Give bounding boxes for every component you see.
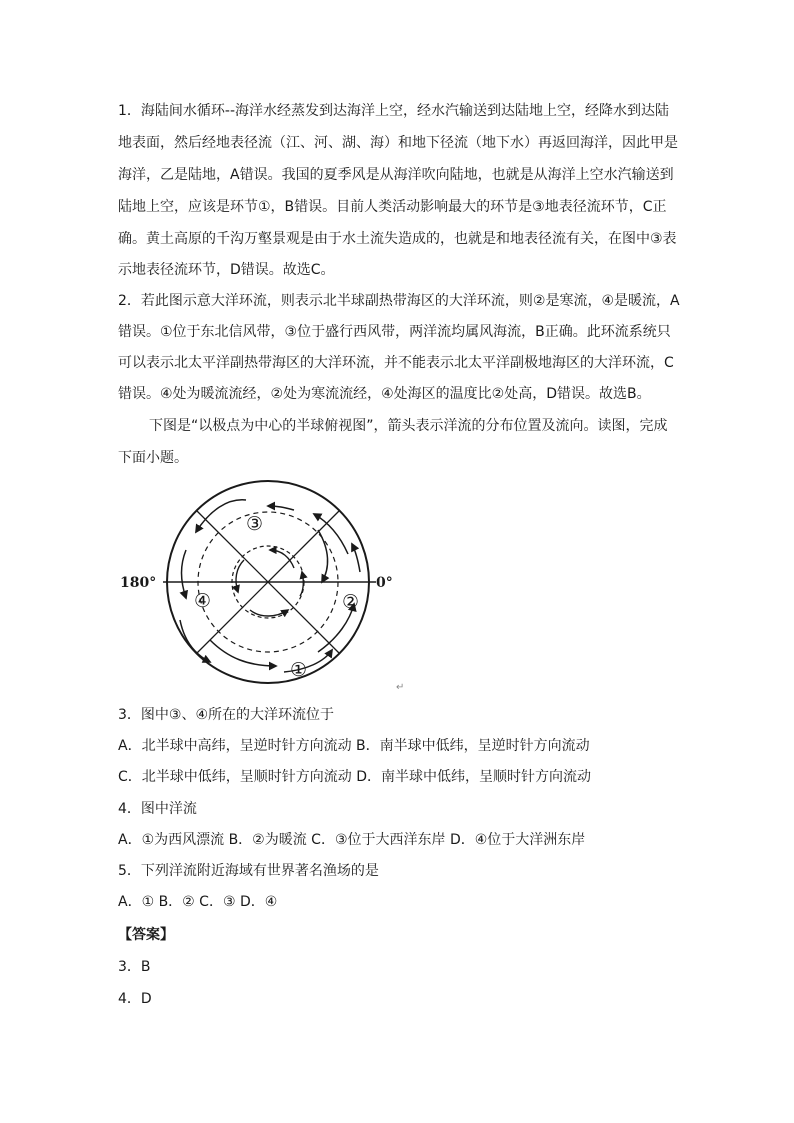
current-arrow [250, 610, 288, 616]
q3-stem: 3．图中③、④所在的大洋环流位于 [118, 707, 335, 723]
q3-options-line-1: A．北半球中高纬，呈逆时针方向流动 B．南半球中低纬，呈逆时针方向流动 [118, 738, 590, 754]
q4-options: A．①为西风漂流 B．②为暖流 C．③位于大西洋东岸 D．④位于大洋洲东岸 [118, 832, 586, 848]
marker-4: ④ [194, 590, 212, 612]
marker-1: ① [290, 659, 308, 681]
current-arrow [318, 530, 328, 582]
q2-explanation-line-4: 错误。④处为暖流流经，②处为寒流流经，④处海区的温度比②处高，D错误。故选B。 [118, 386, 651, 402]
q1-explanation-line-4: 陆地上空，应该是环节①，B错误。目前人类活动影响最大的环节是③地表径流环节，C正 [118, 199, 667, 215]
q1-explanation-line-1: 1．海陆间水循环--海洋水经蒸发到达海洋上空，经水汽输送到达陆地上空，经降水到达陆 [118, 103, 670, 119]
marker-2: ② [342, 591, 360, 613]
longitude-0-label: 0° [376, 575, 393, 591]
q2-explanation-line-2: 错误。①位于东北信风带，③位于盛行西风带，两洋流均属风海流，B正确。此环流系统只 [118, 324, 671, 340]
current-arrow [352, 544, 360, 572]
q2-explanation-line-1: 2．若此图示意大洋环流，则表示北半球副热带海区的大洋环流，则②是寒流，④是暖流，A [118, 293, 680, 309]
q5-stem: 5．下列洋流附近海域有世界著名渔场的是 [118, 863, 379, 879]
answer-item-4: 4．D [118, 991, 152, 1007]
marker-3: ③ [246, 513, 264, 535]
answer-item-3: 3．B [118, 959, 151, 975]
q1-explanation-line-6: 示地表径流环节，D错误。故选C。 [118, 262, 335, 278]
answer-heading: 【答案】 [118, 927, 174, 943]
return-mark: ↵ [396, 682, 405, 693]
q5-options: A．① B．② C．③ D．④ [118, 894, 278, 910]
current-arrow [314, 514, 348, 554]
q1-explanation-line-3: 海洋，乙是陆地，A错误。我国的夏季风是从海洋吹向陆地，也就是从海洋上空水汽输送到 [118, 167, 674, 183]
intro-line-2: 下面小题。 [118, 450, 188, 466]
current-arrow [268, 506, 294, 510]
current-arrow [180, 620, 210, 662]
longitude-180-label: 180° [120, 575, 157, 591]
intro-line-1: 下图是“以极点为中心的半球俯视图”，箭头表示洋流的分布位置及流向。读图，完成 [149, 418, 668, 434]
current-arrow [236, 560, 244, 592]
current-arrow [210, 640, 276, 666]
q3-options-line-2: C．北半球中低纬，呈顺时针方向流动 D．南半球中低纬，呈顺时针方向流动 [118, 769, 592, 785]
q1-explanation-line-5: 确。黄土高原的千沟万壑景观是由于水土流失造成的，也就是和地表径流有关，在图中③表 [118, 231, 677, 247]
ocean-current-diagram [118, 470, 408, 695]
q4-stem: 4．图中洋流 [118, 801, 197, 817]
q2-explanation-line-3: 可以表示北太平洋副热带海区的大洋环流，并不能表示北太平洋副极地海区的大洋环流，C [118, 355, 674, 371]
current-arrow [182, 550, 187, 598]
q1-explanation-line-2: 地表面，然后经地表径流（江、河、湖、海）和地下径流（地下水）再返回海洋，因此甲是 [118, 135, 678, 151]
